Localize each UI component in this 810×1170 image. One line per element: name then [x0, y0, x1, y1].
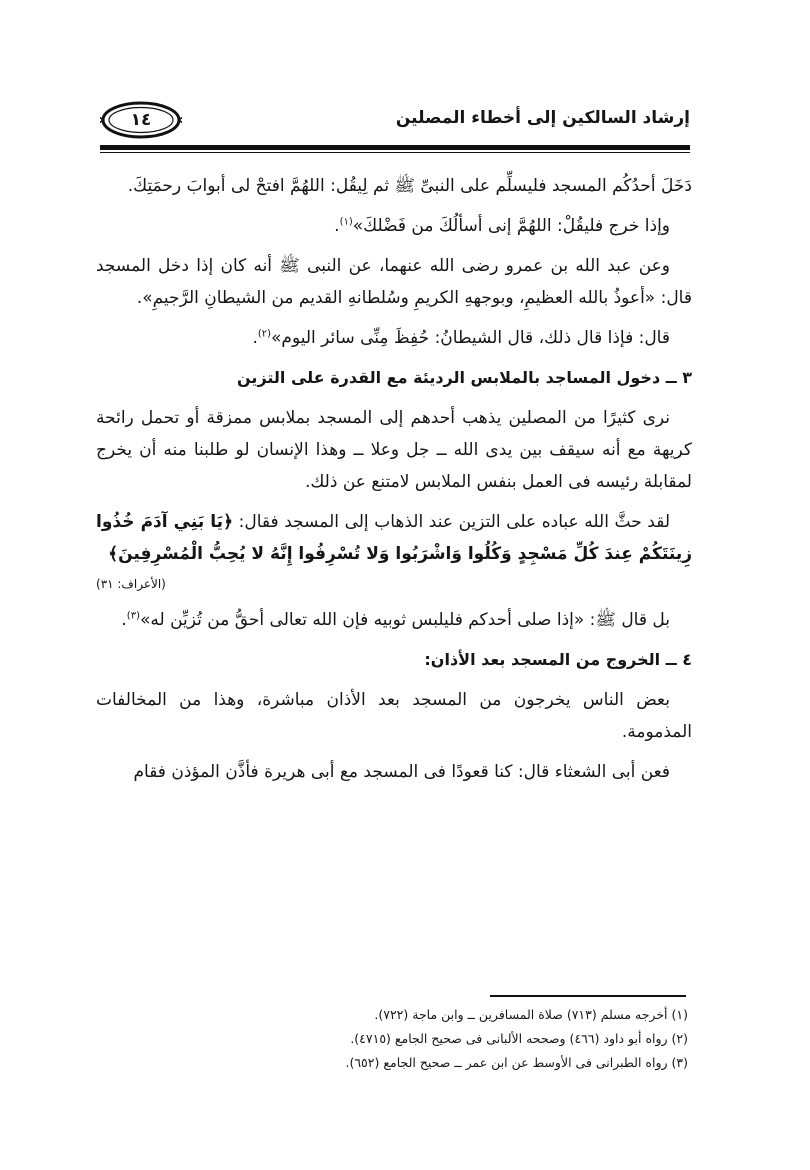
- footnote: (٢) رواه أبو داود (٤٦٦) وصححه الألبانى فى صحيح الجامع (٤٧١٥).: [350, 1031, 688, 1046]
- footnote: (١) أخرجه مسلم (٧١٣) صلاة المسافرين ــ وابن ماجة (٧٢٢).: [374, 1007, 688, 1022]
- header-rule-thin: [100, 152, 690, 153]
- page-number: ١٤: [130, 110, 152, 130]
- section-heading: ٤ ــ الخروج من المسجد بعد الأذان:: [424, 650, 692, 669]
- paragraph: بل قال ﷺ: «إذا صلى أحدكم فليلبس ثوبيه فإن الله تعالى أحقُّ من تُزيِّن له»$^{(٣)}$.: [121, 610, 670, 630]
- page-number-badge: [100, 100, 182, 140]
- paragraph: وعن عبد الله بن عمرو رضى الله عنهما، عن النبى ﷺ أنه كان إذا دخل المسجد قال: «أعوذُ بالله العظيمِ، وبوجههِ الكريمِ وسُلطانهِ القديم من الشيطانِ الرَّجيمِ».: [96, 256, 692, 308]
- book-title: إرشاد السالكين إلى أخطاء المصلين: [395, 108, 690, 128]
- footnote-ref: (٣): [126, 610, 140, 622]
- footnote-ref: (٢): [257, 328, 272, 340]
- footnote: (٣) رواه الطبرانى فى الأوسط عن ابن عمر ــ صحيح الجامع (٦٥٢).: [345, 1055, 688, 1070]
- footnote-ref: (١): [339, 216, 353, 228]
- paragraph: دَخَلَ أحدُكُم المسجد فليسلِّم على النبىِّ ﷺ ثم لِيقُل: اللهُمَّ افتحْ لى أبوابَ رحمَتِكَ.: [127, 176, 692, 196]
- paragraph: لقد حثَّ الله عباده على التزين عند الذهاب إلى المسجد فقال: ﴿يَا بَنِي آدَمَ خُذُوا زِينَتَكُمْ عِندَ كُلِّ مَسْجِدٍ وَكُلُوا وَاشْرَبُوا وَلا تُسْرِفُوا إِنَّهُ لا يُحِبُّ الْمُسْرِفِينَ﴾: [96, 512, 692, 564]
- section-heading: ٣ ــ دخول المساجد بالملابس الرديئة مع القدرة على التزين: [237, 368, 692, 387]
- paragraph: وإذا خرج فليقُلْ: اللهُمَّ إنى أسألُكَ من فَضْلكَ»$^{(١)}$.: [334, 216, 670, 236]
- footnote-divider: [490, 995, 686, 997]
- quran-verse: ﴿يَا بَنِي آدَمَ خُذُوا زِينَتَكُمْ عِندَ كُلِّ مَسْجِدٍ وَكُلُوا وَاشْرَبُوا وَلا تُسْرِفُوا إِنَّهُ لا يُحِبُّ الْمُسْرِفِينَ﴾: [96, 512, 692, 564]
- verse-reference: (الأعراف: ٣١): [96, 577, 166, 591]
- header-rule-thick: [100, 145, 690, 150]
- paragraph: قال: فإذا قال ذلك، قال الشيطانُ: حُفِظَ مِنِّى سائر اليوم»$^{(٢)}$.: [252, 328, 670, 348]
- paragraph: نرى كثيرًا من المصلين يذهب أحدهم إلى المسجد بملابس ممزقة أو تحمل رائحة كريهة مع أنه سيقف بين يدى الله ــ جل وعلا ــ وهذا الإنسان لو طلبنا منه أن يخرج لمقابلة رئيسه فى العمل بنفس الملابس لامتنع عن ذلك.: [96, 408, 692, 492]
- page-header: [100, 98, 690, 148]
- paragraph: بعض الناس يخرجون من المسجد بعد الأذان مباشرة، وهذا من المخالفات المذمومة.: [96, 690, 692, 742]
- main-text: [96, 170, 692, 796]
- footnotes: [200, 1003, 688, 1075]
- paragraph: فعن أبى الشعثاء قال: كنا قعودًا فى المسجد مع أبى هريرة فأذَّن المؤذن فقام: [133, 762, 670, 782]
